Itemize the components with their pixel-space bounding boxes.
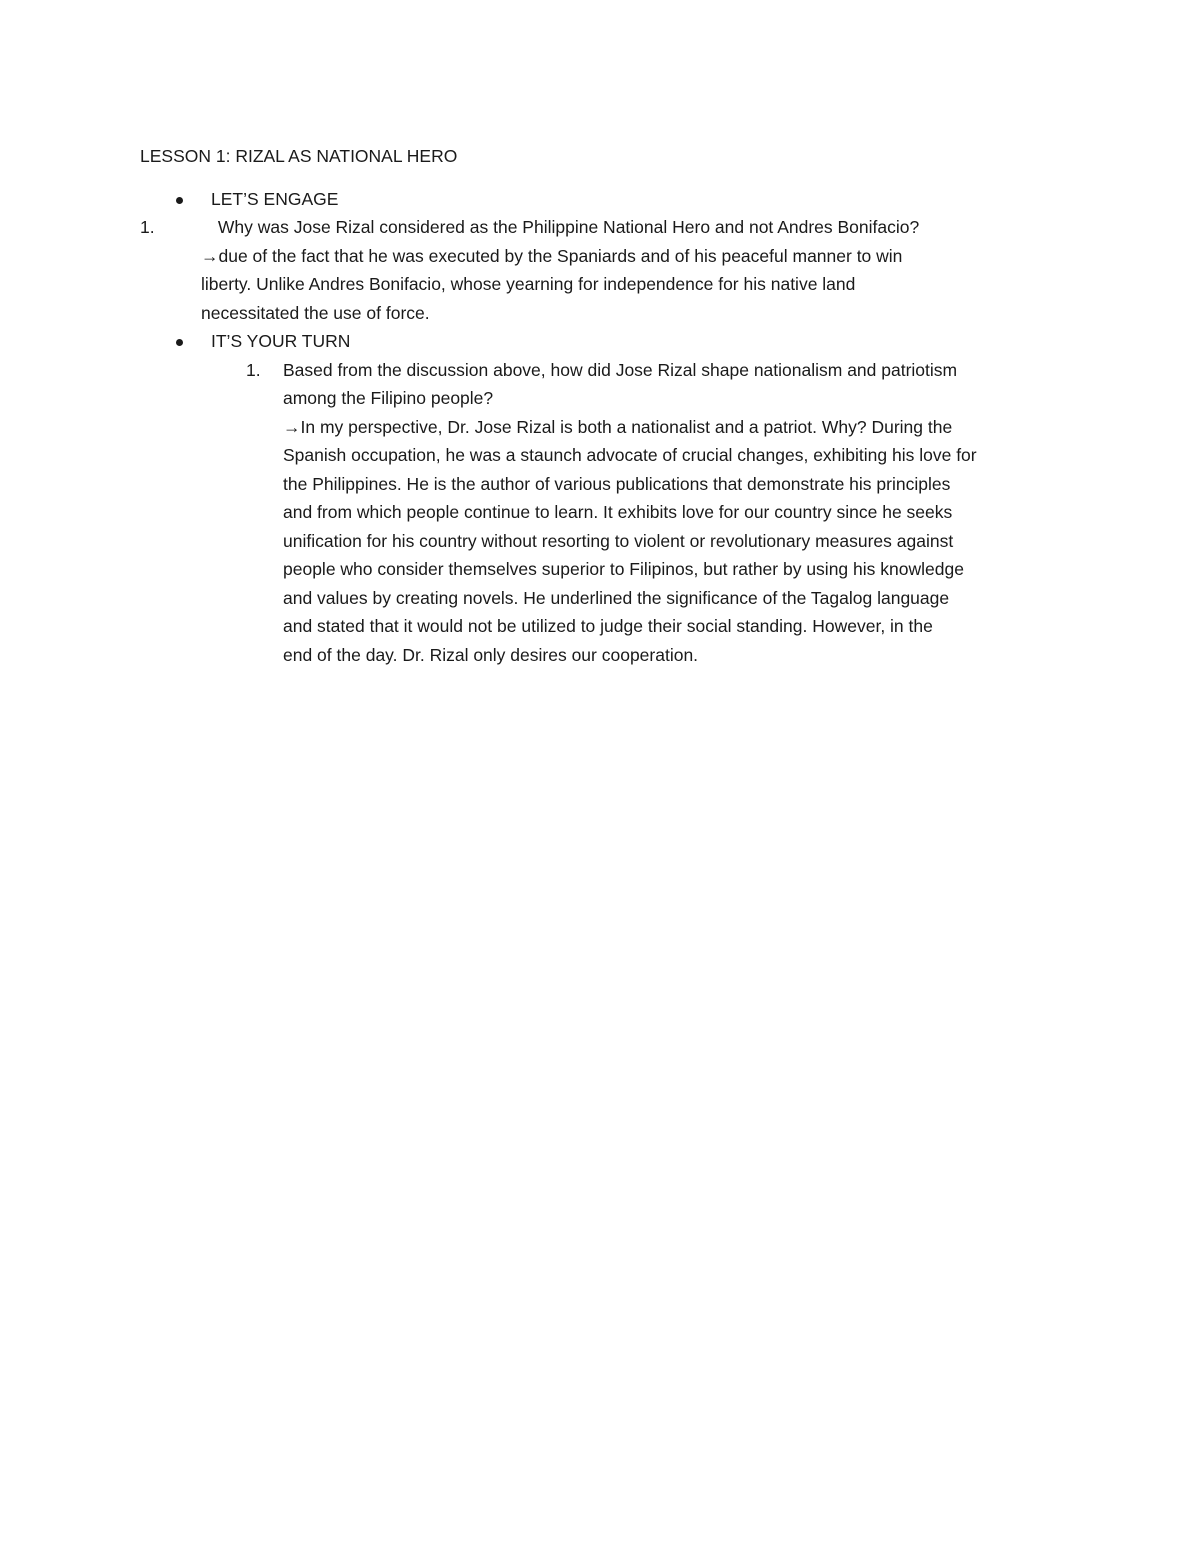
answer-line: →In my perspective, Dr. Jose Rizal is both a nationalist and a patriot. Why? During the	[283, 416, 953, 437]
answer-line: →due of the fact that he was executed by the Spaniards and of his peaceful manner to win	[201, 245, 903, 266]
bullet-item-lets-engage	[140, 185, 1070, 214]
question-line: among the Filipino people?	[283, 388, 494, 408]
bullet-icon	[176, 197, 183, 204]
item-number: 1.	[246, 359, 261, 380]
answer-line: and from which people continue to learn. It exhibits love for our country since he seeks	[283, 502, 953, 522]
bullet-item-its-your-turn	[140, 327, 1070, 356]
answer-line: Spanish occupation, he was a staunch advocate of crucial changes, exhibiting his love for	[283, 445, 977, 465]
answer-line: the Philippines. He is the author of various publications that demonstrate his principles	[283, 473, 951, 494]
numbered-question-2	[140, 356, 1070, 385]
answer-line: and values by creating novels. He underlined the significance of the Tagalog language	[283, 587, 950, 608]
question-text: Why was Jose Rizal considered as the Philippine National Hero and not Andres Bonifacio?	[213, 217, 920, 237]
numbered-question-1	[140, 213, 1070, 242]
bullet-icon	[176, 339, 183, 346]
answer-line: liberty. Unlike Andres Bonifacio, whose yearning for independence for his native land	[201, 274, 856, 294]
document-body	[140, 142, 1070, 669]
answer-line: people who consider themselves superior to Filipinos, but rather by using his knowledge	[283, 559, 964, 579]
section-heading-its-your-turn: IT’S YOUR TURN	[211, 331, 351, 351]
answer-line: necessitated the use of force.	[201, 302, 430, 323]
answer-line: and stated that it would not be utilized to judge their social standing. However, in the	[283, 616, 933, 636]
question-text: Based from the discussion above, how did Jose Rizal shape nationalism and patriotism	[283, 359, 958, 380]
item-number: 1.	[140, 217, 155, 237]
lesson-title: LESSON 1: RIZAL AS NATIONAL HERO	[140, 146, 458, 166]
section-heading-lets-engage: LET’S ENGAGE	[211, 188, 339, 209]
answer-line: unification for his country without resorting to violent or revolutionary measures against	[283, 530, 954, 551]
answer-line: end of the day. Dr. Rizal only desires our cooperation.	[283, 644, 699, 665]
